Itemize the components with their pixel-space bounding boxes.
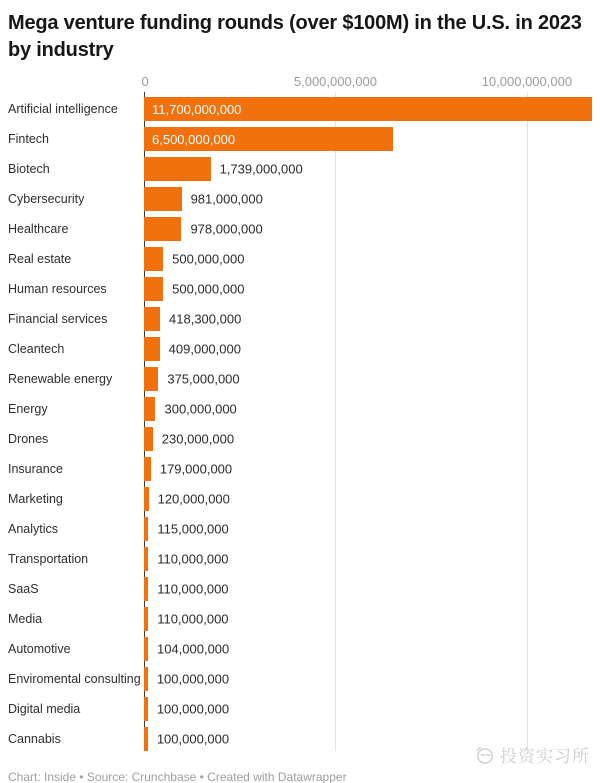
bar-track: [144, 427, 592, 451]
bar-track: [144, 97, 592, 121]
bar-row: [8, 124, 592, 154]
value-label: 11,700,000,000: [152, 101, 242, 117]
category-label: Transportation: [8, 552, 89, 566]
bar-row: [8, 94, 592, 124]
x-axis-tick-label: 5,000,000,000: [293, 74, 378, 89]
value-label: 230,000,000: [161, 431, 235, 447]
value-label: 100,000,000: [156, 701, 230, 717]
category-label: Digital media: [8, 702, 81, 716]
value-label: 1,739,000,000: [219, 161, 303, 177]
bar-row: [8, 424, 592, 454]
category-label: Cleantech: [8, 342, 65, 356]
category-label: Analytics: [8, 522, 59, 536]
category-label: Artificial intelligence: [8, 102, 118, 116]
value-label: 375,000,000: [167, 371, 240, 387]
bar-track: [144, 577, 592, 601]
bar: [144, 517, 148, 541]
category-label: Marketing: [8, 492, 63, 506]
bar-track: [144, 697, 592, 721]
bar-track: [144, 367, 592, 391]
bar-row: [8, 634, 592, 664]
bar-row: [8, 304, 592, 334]
bar-rows: [8, 94, 592, 754]
value-label: 110,000,000: [157, 611, 229, 627]
bar: [144, 337, 160, 361]
bar-row: [8, 484, 592, 514]
bar-row: [8, 214, 592, 244]
bar-track: [144, 247, 592, 271]
bar: [144, 247, 163, 271]
bar: [144, 667, 148, 691]
category-label: Drones: [8, 432, 49, 446]
bar-track: [144, 667, 592, 691]
bar-chart: [8, 72, 592, 754]
bar-track: [144, 127, 592, 151]
bar: [144, 637, 148, 661]
bar-track: [144, 307, 592, 331]
bar: [144, 127, 393, 151]
bar: [144, 427, 153, 451]
category-label: Renewable energy: [8, 372, 113, 386]
value-label: 978,000,000: [190, 221, 263, 237]
bar-track: [144, 187, 592, 211]
bar: [144, 367, 158, 391]
value-label: 179,000,000: [159, 461, 233, 477]
value-label: 500,000,000: [172, 251, 245, 267]
category-label: Enviromental consulting: [8, 672, 141, 686]
bar-track: [144, 277, 592, 301]
category-label: Healthcare: [8, 222, 69, 236]
bar-row: [8, 664, 592, 694]
value-label: 981,000,000: [190, 191, 263, 207]
bar: [144, 457, 151, 481]
bar-row: [8, 184, 592, 214]
value-label: 418,300,000: [169, 311, 242, 327]
bar-row: [8, 154, 592, 184]
bar-row: [8, 394, 592, 424]
category-label: Real estate: [8, 252, 72, 266]
value-label: 115,000,000: [157, 521, 229, 537]
bar: [144, 217, 181, 241]
bar-track: [144, 217, 592, 241]
value-label: 300,000,000: [164, 401, 237, 417]
x-axis: [141, 72, 592, 94]
bar-track: [144, 397, 592, 421]
bar: [144, 607, 148, 631]
category-label: Insurance: [8, 462, 63, 476]
bar-track: [144, 607, 592, 631]
value-label: 110,000,000: [157, 551, 229, 567]
bar-track: [144, 487, 592, 511]
bar-row: [8, 244, 592, 274]
value-label: 409,000,000: [168, 341, 241, 357]
bar-track: [144, 547, 592, 571]
bar: [144, 187, 182, 211]
bar-track: [144, 457, 592, 481]
bar: [144, 307, 160, 331]
value-label: 120,000,000: [157, 491, 230, 507]
bar-track: [144, 517, 592, 541]
value-label: 500,000,000: [172, 281, 245, 297]
bar: [144, 487, 149, 511]
bar-row: [8, 574, 592, 604]
x-axis-tick-label: 10,000,000,000: [481, 74, 573, 89]
bar-row: [8, 514, 592, 544]
bar-row: [8, 454, 592, 484]
chart-title: Mega venture funding rounds (over $100M) in the U.S. in 2023 by industry: [8, 12, 582, 61]
category-label: Financial services: [8, 312, 108, 326]
bar: [144, 727, 148, 751]
bar-track: [144, 337, 592, 361]
bar: [144, 397, 155, 421]
category-label: Cybersecurity: [8, 192, 85, 206]
category-label: Human resources: [8, 282, 107, 296]
category-label: Biotech: [8, 162, 50, 176]
bar-track: [144, 637, 592, 661]
bar: [144, 577, 148, 601]
bar: [144, 277, 163, 301]
bar-row: [8, 334, 592, 364]
bar-row: [8, 604, 592, 634]
bar: [144, 97, 592, 121]
value-label: 100,000,000: [156, 731, 230, 747]
value-label: 110,000,000: [157, 581, 229, 597]
category-label: SaaS: [8, 582, 39, 596]
x-axis-tick-label: 0: [141, 74, 149, 89]
bar-row: [8, 274, 592, 304]
bar: [144, 157, 211, 181]
bar-row: [8, 364, 592, 394]
category-label: Automotive: [8, 642, 71, 656]
bar-row: [8, 724, 592, 754]
category-label: Energy: [8, 402, 48, 416]
watermark-text: 投资实习所: [500, 747, 590, 766]
category-label: Media: [8, 612, 43, 626]
value-label: 100,000,000: [156, 671, 230, 687]
bar: [144, 697, 148, 721]
category-label: Cannabis: [8, 732, 61, 746]
bar: [144, 547, 148, 571]
value-label: 104,000,000: [156, 641, 230, 657]
attribution: Chart: Inside • Source: Crunchbase • Created with Datawrapper: [8, 770, 347, 783]
bar-row: [8, 694, 592, 724]
bar-track: [144, 157, 592, 181]
bar-row: [8, 544, 592, 574]
value-label: 6,500,000,000: [152, 131, 236, 147]
bar-track: [144, 727, 592, 751]
category-label: Fintech: [8, 132, 49, 146]
